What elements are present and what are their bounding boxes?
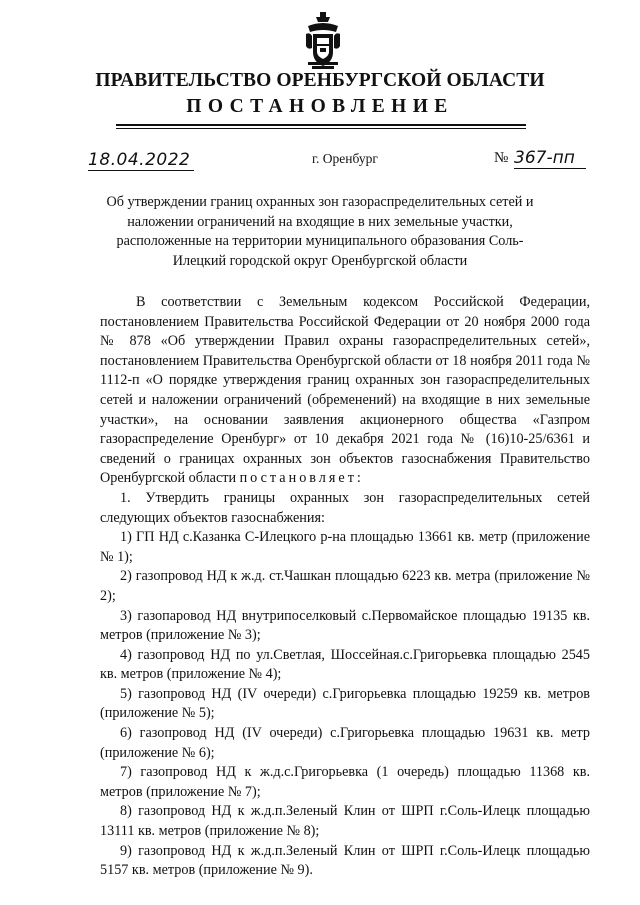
list-item: 8) газопровод НД к ж.д.п.Зеленый Клин от ШРП г.Соль-Илецк площадью 13111 кв. метров (приложение № 8); xyxy=(100,803,590,840)
preamble xyxy=(100,293,590,489)
header-divider xyxy=(116,124,526,126)
list-item: 4) газопровод НД по ул.Светлая, Шоссейная.с.Григорьевка площадью 2545 кв. метров (приложение № 4); xyxy=(100,646,590,683)
document-body xyxy=(100,293,590,881)
list-item: 3) газопаровод НД внутрипоселковый с.Первомайское площадью 19135 кв. метров (приложение № 3); xyxy=(100,607,590,644)
number-sign: № xyxy=(494,150,509,166)
header-divider-thin xyxy=(116,128,526,129)
preamble-verb: постановляет: xyxy=(239,470,364,487)
document-date: 18.04.2022 xyxy=(88,150,194,171)
clause-1: 1. Утвердить границы охранных зон газораспределительных сетей следующих объектов газоснабжения: xyxy=(100,489,590,526)
document-number: 367-пп xyxy=(514,148,586,169)
document-city: г. Оренбург xyxy=(312,151,378,166)
list-item: 7) газопровод НД к ж.д.с.Григорьевка (1 очередь) площадью 11368 кв. метров (приложение № 7); xyxy=(100,764,590,800)
list-item: 2) газопровод НД к ж.д. ст.Чашкан площадью 6223 кв. метра (приложение № 2); xyxy=(100,568,590,604)
list-item: 5) газопровод НД (IV очереди) с.Григорьевка площадью 19259 кв. метров (приложение № 5); xyxy=(100,685,590,722)
organization-name: ПРАВИТЕЛЬСТВО ОРЕНБУРГСКОЙ ОБЛАСТИ xyxy=(95,70,545,91)
preamble-text: В соответствии с Земельным кодексом Российской Федерации, постановлением Правительства Российской Федерации от 20 ноября 2000 года № 878 «Об утверждении Правил охраны газораспределительных сетей», постановлением Правительства Оренбургской области от 18 ноября 2011 года № 1112-п «О порядке утверждения границ охранных зон газораспределительных сетей и наложении ограничений (обременений) на входящие в них земельные участки», на основании заявления акционерного общества «Газпром газораспределение Оренбург» от 10 декабря 2021 года № (16)10-25/6361 и сведений о границах охранных зон объектов газоснабжения Правительство Оренбургской области xyxy=(100,294,590,487)
document-title: Об утверждении границ охранных зон газораспределительных сетей и наложении ограничений на входящие в них земельные участки, расположенные на территории муниципального образования Соль-Илецкий городской округ Оренбургской области xyxy=(106,194,534,269)
list-item: 1) ГП НД с.Казанка С-Илецкого р-на площадью 13661 кв. метр (приложение № 1); xyxy=(100,529,590,565)
list-item: 6) газопровод НД (IV очереди) с.Григорьевка площадью 19631 кв. метр (приложение № 6); xyxy=(100,725,590,761)
list-item: 9) газопровод НД к ж.д.п.Зеленый Клин от ШРП г.Соль-Илецк площадью 5157 кв. метров (приложение № 9). xyxy=(100,842,590,879)
coat-of-arms-icon xyxy=(304,12,342,70)
document-type: ПОСТАНОВЛЕНИЕ xyxy=(186,96,454,117)
